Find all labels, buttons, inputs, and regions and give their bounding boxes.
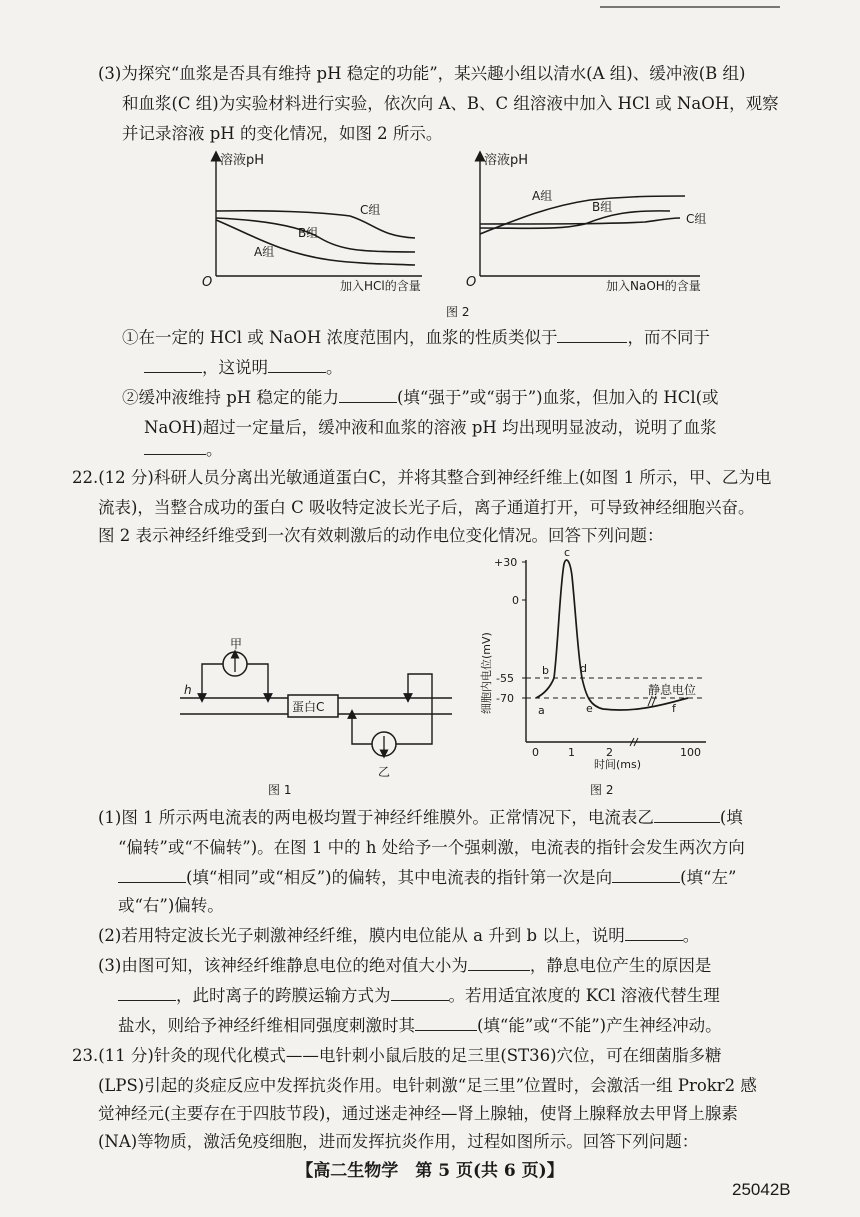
q22-p1-text-c: (填“相同”或“相反”)的偏转，其中电流表的指针第一次是向 <box>186 868 613 887</box>
q22-stem-line1: 22.(12 分)科研人员分离出光敏通道蛋白C，并将其整合到神经纤维上(如图 1 所示，甲、乙为电 <box>72 468 772 487</box>
ytick-0: 0 <box>512 594 519 607</box>
ph-chart-naoh <box>466 152 706 293</box>
q22-stem-line2: 流表)，当整合成功的蛋白 C 吸收特定波长光子后，离子通道打开，可导致神经细胞兴奋。 <box>98 498 755 517</box>
q22-p3-text-c: ，此时离子的跨膜运输方式为 <box>176 986 391 1005</box>
point-a: a <box>538 704 545 717</box>
xtick-100: 100 <box>680 746 701 759</box>
q22-p3-line3 <box>118 1016 722 1036</box>
answer-blank[interactable] <box>391 986 449 1001</box>
q23-stem-line3: 觉神经元(主要存在于四肢节段)，通过迷走神经—肾上腺轴，使肾上腺释放去甲肾上腺素 <box>98 1104 738 1123</box>
q21-intro-line1: (3)为探究“血浆是否具有维持 pH 稳定的功能”，某兴趣小组以清水(A 组)、缓冲液(B 组) <box>98 64 746 83</box>
q22-p3-text-f: (填“能”或“不能”)产生神经冲动。 <box>477 1016 722 1035</box>
q21-sub2-line1 <box>122 388 719 408</box>
naoh-label-c: C组 <box>686 212 707 226</box>
q22-p1-line1 <box>98 808 743 828</box>
point-h-label: h <box>184 683 192 697</box>
q21-sub2-line2: NaOH)超过一定量后，缓冲液和血浆的溶液 pH 均出现明显波动，说明了血浆 <box>144 418 717 437</box>
naoh-origin: O <box>466 275 477 290</box>
answer-blank[interactable] <box>268 358 326 373</box>
answer-blank[interactable] <box>144 358 202 373</box>
q22-p1-line3 <box>118 868 736 888</box>
q21-intro-line3: 并记录溶液 pH 的变化情况，如图 2 所示。 <box>122 124 443 143</box>
answer-blank[interactable] <box>339 388 397 403</box>
q21-sub1-line1 <box>122 328 710 348</box>
q22-p1-line4: 或“右”)偏转。 <box>118 896 224 915</box>
q23-stem-line2: (LPS)引起的炎症反应中发挥抗炎作用。电针刺激“足三里”位置时，会激活一组 Prokr2 感 <box>98 1076 757 1095</box>
xtick-2: 2 <box>606 746 613 759</box>
meter-yi-icon <box>352 674 432 756</box>
q21-sub2-text-a: ②缓冲液维持 pH 稳定的能力 <box>122 388 339 407</box>
hcl-label-c: C组 <box>360 203 381 217</box>
naoh-curve-b <box>480 211 670 228</box>
paper-code: 25042B <box>732 1180 791 1199</box>
answer-blank[interactable] <box>612 868 680 883</box>
action-potential-figure <box>478 546 718 796</box>
page-footer: 【高二生物学 第 5 页(共 6 页)】 <box>296 1161 564 1181</box>
q23-stem-line1: 23.(11 分)针灸的现代化模式——电针刺小鼠后肢的足三里(ST36)穴位，可在细菌脂多糖 <box>72 1046 722 1065</box>
q21-sub1-text-b: ，而不同于 <box>627 328 710 347</box>
hcl-label-b: B组 <box>298 226 319 240</box>
q22-p1-text-d: (填“左” <box>680 868 737 887</box>
q23-stem-line4: (NA)等物质，激活免疫细胞，进而发挥抗炎作用，过程如图所示。回答下列问题： <box>98 1132 699 1151</box>
q22-p3-text-a: (3)由图可知，该神经纤维静息电位的绝对值大小为 <box>98 956 468 975</box>
answer-blank[interactable] <box>118 986 176 1001</box>
q21-sub1-text-a: ①在一定的 HCl 或 NaOH 浓度范围内，血浆的性质类似于 <box>122 328 558 347</box>
hcl-label-a: A组 <box>254 245 275 259</box>
ytick-55: -55 <box>496 672 514 685</box>
q21-sub2-text-d: 。 <box>206 440 223 459</box>
meter-jia-icon <box>202 652 268 698</box>
q21-sub2-line3 <box>144 440 223 460</box>
hcl-ylabel: 溶液pH <box>220 153 265 168</box>
naoh-label-b: B组 <box>592 200 613 214</box>
meter-jia-label: 甲 <box>230 637 243 651</box>
xtick-1: 1 <box>568 746 575 759</box>
ph-figure <box>190 148 730 328</box>
answer-blank[interactable] <box>144 440 206 455</box>
q21-sub1-text-d: 。 <box>326 358 343 377</box>
q22-p1-text-b: (填 <box>719 808 743 827</box>
meter-yi-label: 乙 <box>378 765 391 779</box>
top-rule <box>600 0 780 8</box>
resting-potential-label: 静息电位 <box>648 683 697 697</box>
naoh-label-a: A组 <box>532 189 553 203</box>
ph-chart-hcl <box>202 152 422 293</box>
answer-blank[interactable] <box>625 926 683 941</box>
q22-p3-text-d: 。若用适宜浓度的 KCl 溶液代替生理 <box>448 986 720 1005</box>
naoh-xlabel: 加入NaOH的含量 <box>606 279 701 293</box>
q21-intro-line2: 和血浆(C 组)为实验材料进行实验，依次向 A、B、C 组溶液中加入 HCl 或 NaOH，观察 <box>122 94 779 113</box>
q22-p3-line1 <box>98 956 711 976</box>
answer-blank[interactable] <box>654 808 720 823</box>
hcl-xlabel: 加入HCl的含量 <box>340 279 421 293</box>
q22-p2-text-b: 。 <box>682 926 700 945</box>
q22-p1-line2: “偏转”或“不偏转”)。在图 1 中的 h 处给予一个强刺激，电流表的指针会发生两次方向 <box>118 838 745 857</box>
answer-blank[interactable] <box>468 956 530 971</box>
ytick-70: -70 <box>496 692 514 705</box>
q22-p2-text-a: (2)若用特定波长光子刺激神经纤维，膜内电位能从 a 升到 b 以上，说明 <box>98 926 625 945</box>
hcl-origin: O <box>202 275 213 290</box>
answer-blank[interactable] <box>118 868 186 883</box>
protein-c-label: 蛋白C <box>292 700 325 714</box>
q22-stem-line3: 图 2 表示神经纤维受到一次有效刺激后的动作电位变化情况。回答下列问题： <box>98 526 664 545</box>
answer-blank[interactable] <box>557 328 627 343</box>
point-b: b <box>542 664 549 677</box>
naoh-ylabel: 溶液pH <box>484 153 529 168</box>
point-d: d <box>580 662 587 675</box>
point-e: e <box>586 702 593 715</box>
q22-p3-text-e: 盐水，则给予神经纤维相同强度刺激时其 <box>118 1016 415 1035</box>
q22-p2-line <box>98 926 699 946</box>
xtick-0: 0 <box>532 746 539 759</box>
nerve-fiber-figure <box>172 630 462 800</box>
answer-blank[interactable] <box>415 1016 477 1031</box>
q21-sub1-line2 <box>144 358 343 378</box>
ytick-30: +30 <box>494 556 518 569</box>
fig2-caption-ap: 图 2 <box>590 783 614 796</box>
q21-sub2-text-b: (填“强于”或“弱于”)血浆，但加入的 HCl(或 <box>396 388 719 407</box>
fig1-caption: 图 1 <box>268 783 292 797</box>
q22-p3-line2 <box>118 986 720 1006</box>
q22-p3-text-b: ，静息电位产生的原因是 <box>529 956 712 975</box>
q22-p1-text-a: (1)图 1 所示两电流表的两电极均置于神经纤维膜外。正常情况下，电流表乙 <box>98 808 654 827</box>
ap-xlabel: 时间(ms) <box>594 758 642 771</box>
fig2-caption-ph: 图 2 <box>446 305 470 319</box>
point-c: c <box>564 546 571 559</box>
ap-ylabel: 细胞内电位(mV) <box>480 632 493 714</box>
q21-sub1-text-c: ，这说明 <box>202 358 268 377</box>
point-f: f <box>672 702 676 715</box>
